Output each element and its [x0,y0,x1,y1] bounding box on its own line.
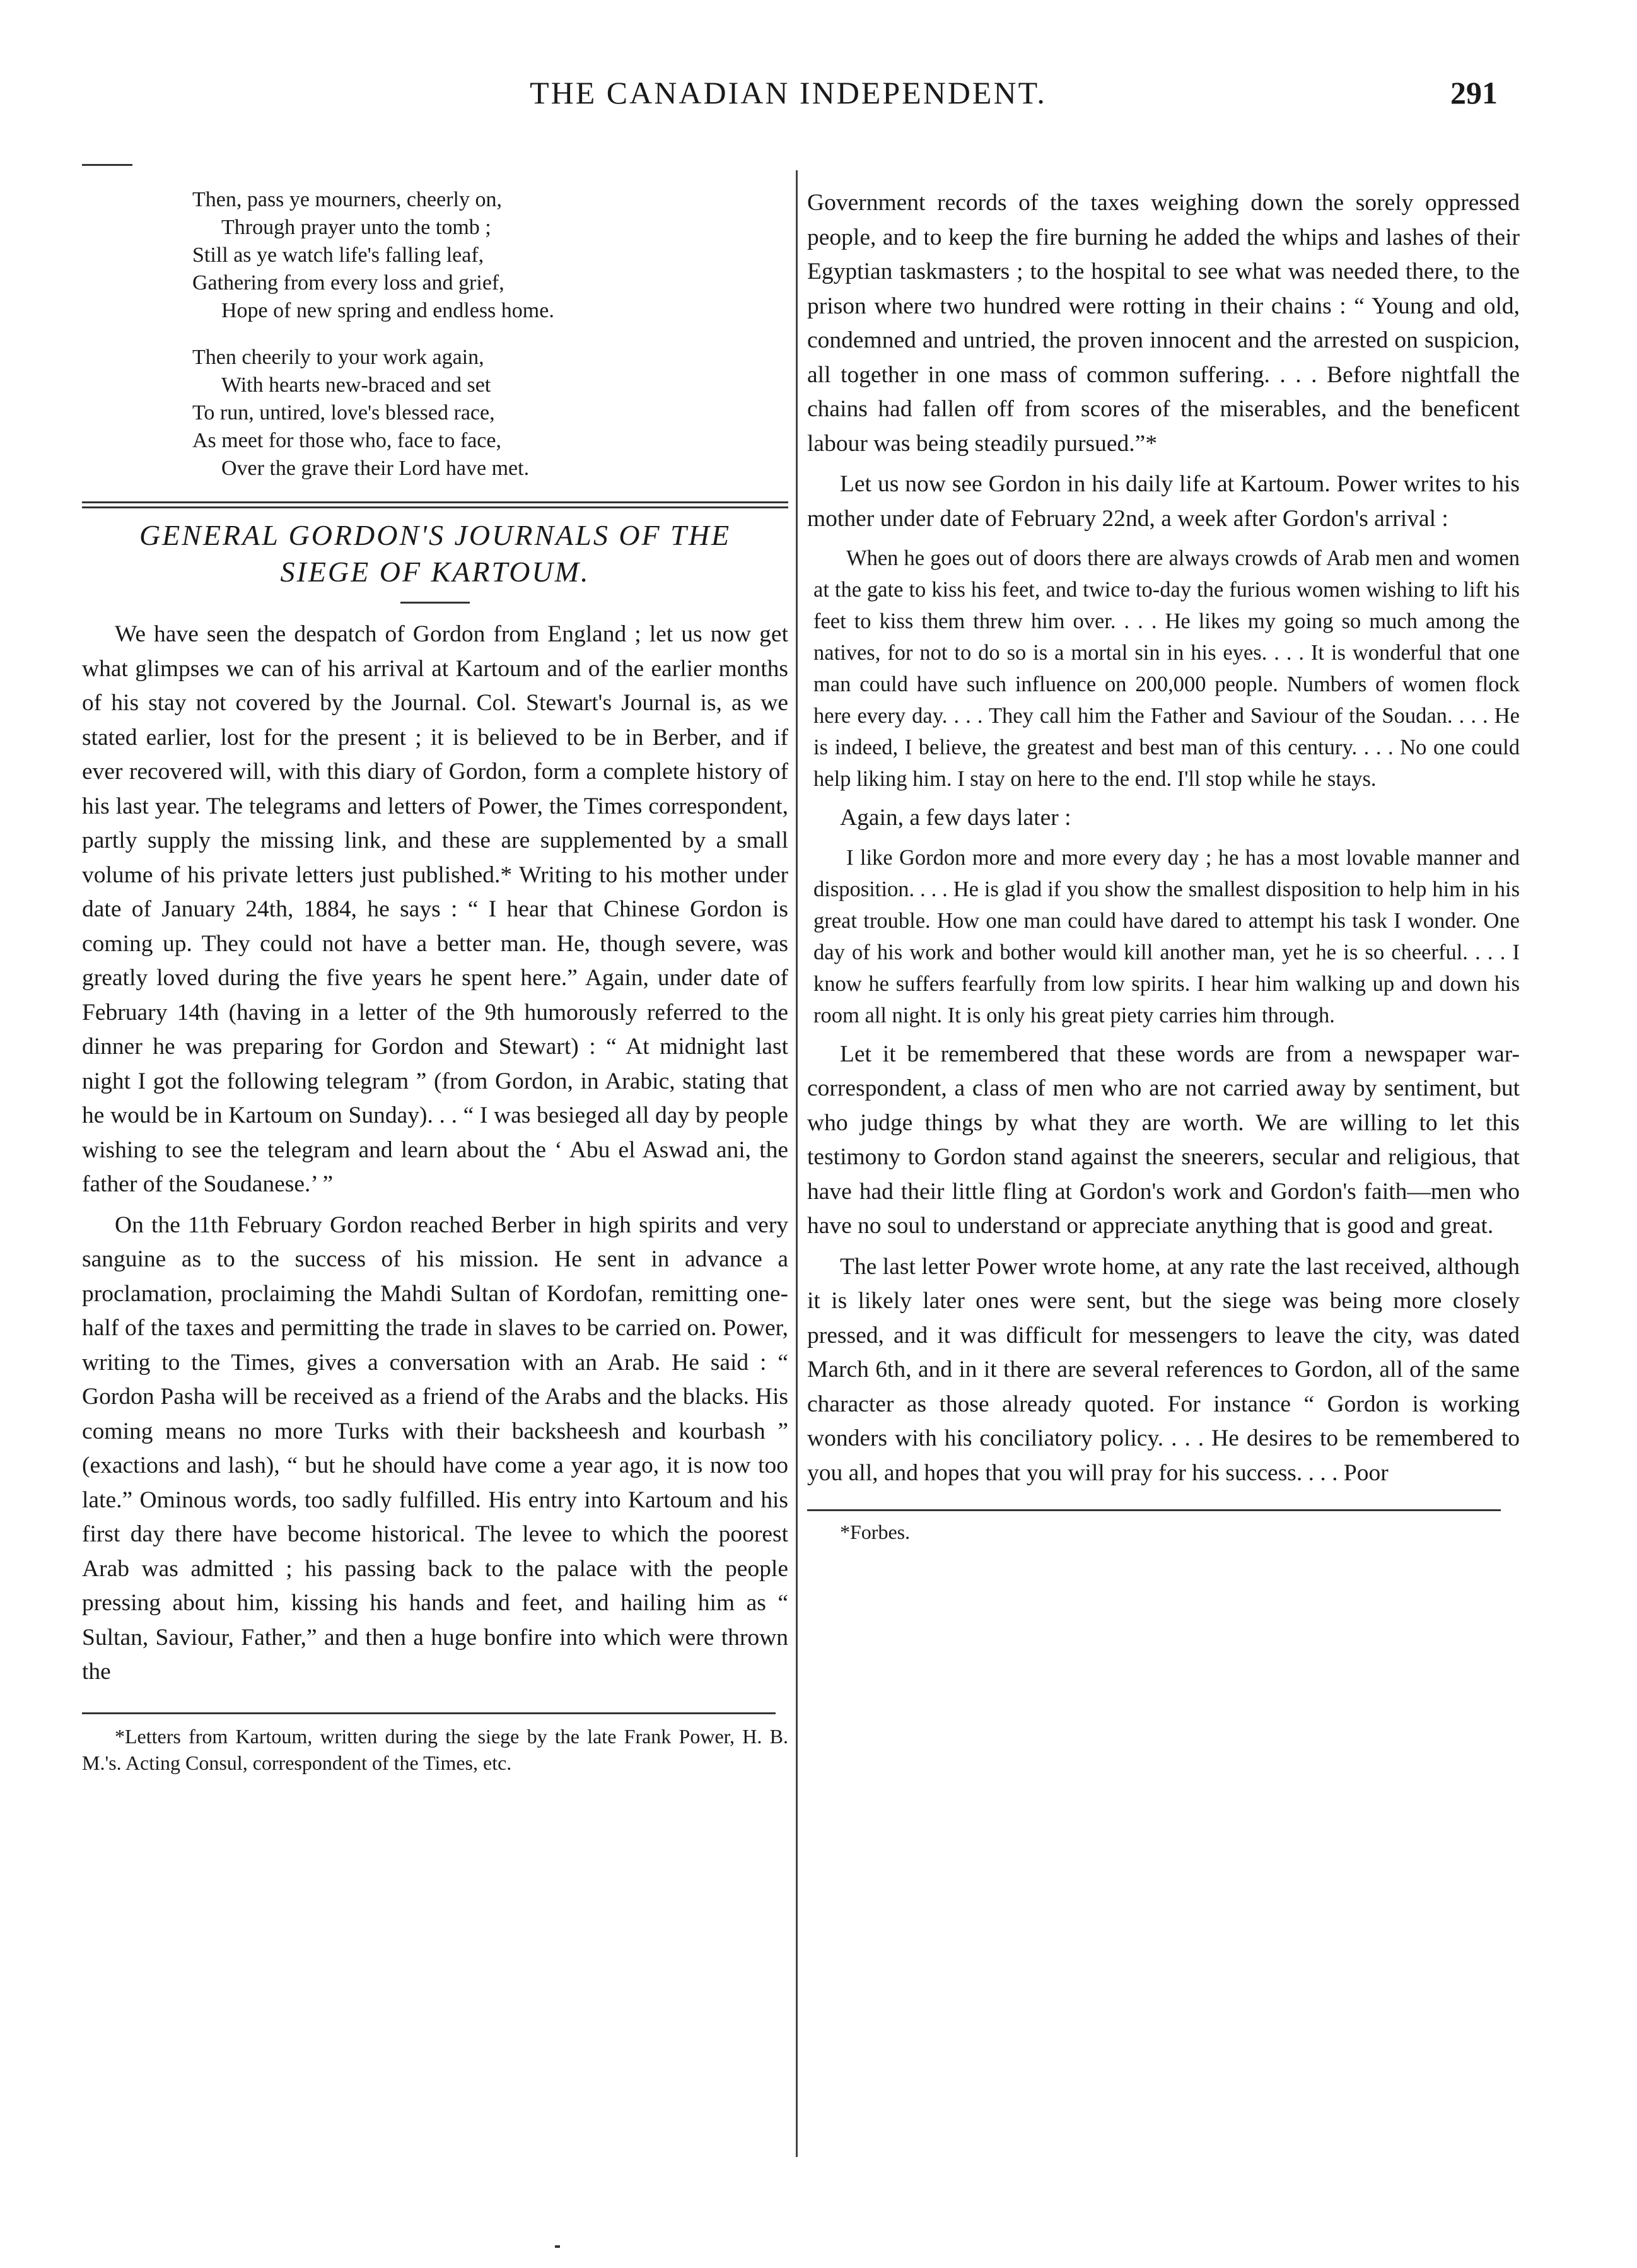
poem-line: Over the grave their Lord have met. [221,457,530,480]
quotation: I like Gordon more and more every day ; he has a most lovable manner and disposition. . . . He is glad if you show the smallest disposition to help him in his great trouble. How one man could have dared to attempt his task I wonder. One day of his work and bother would kill another man, yet he is so cheerful. . . . I know he suffers fearfully from low spirits. I hear him walking up and down his room all night. It is only his great piety carries him through. [813,845,1520,1027]
title-rule [400,602,470,604]
page-header [0,74,1637,131]
poem-line: Then cheerily to your work again, [192,346,484,369]
print-mark [555,2245,560,2248]
quotation: When he goes out of doors there are always crowds of Arab men and women at the gate to kiss his feet, and twice to-day the furious women wishing to lift his feet to kiss them threw him over. . . . He likes my going so much among the natives, for not to do so is a mortal sin in his eyes. . . . It is wonderful that one man could have such influence on 200,000 people. Numbers of women flock here every day. . . . They call him the Father and Saviour of the Soudan. . . . He is indeed, I believe, the greatest and best man of this century. . . . No one could help liking him. I stay on here to the end. I'll stop while he stays. [813,546,1520,791]
dash-mark [82,164,132,166]
poem-line: Through prayer unto the tomb ; [221,216,491,239]
poem-line: With hearts new-braced and set [221,373,491,397]
poem-line: Gathering from every loss and grief, [192,271,504,295]
paragraph: The last letter Power wrote home, at any rate the last received, although it is likely later ones were sent, but the siege was being more closely pressed, and it was difficult for messengers to leave the city, was dated March 6th, and in it there are several references to Gordon, all of the same character as those already quoted. For instance “ Gordon is working wonders with his conciliatory policy. . . . He desires to be remembered to you all, and hopes that you will pray for his success. . . . Poor [807,1253,1520,1486]
paragraph: Let us now see Gordon in his daily life at Kartoum. Power writes to his mother under date of February 22nd, a week after Gordon's arrival : [807,471,1520,532]
poem-line: Still as ye watch life's falling leaf, [192,243,484,267]
article-title [82,517,788,590]
right-column [807,186,1520,1545]
left-column [82,186,788,1776]
section-rule [82,501,788,508]
footnote-rule [82,1712,776,1714]
page-number: 291 [1450,75,1498,110]
paragraph: Let it be remembered that these words are from a newspaper war-correspondent, a class of men who are not carried away by sentiment, but who judge things by what they are worth. We are willing to let this testimony to Gordon stand against the sneerers, secular and religious, that have had their little fling at Gordon's work and Gordon's faith—men who have no soul to understand or appreciate anything that is good and great. [807,1041,1520,1239]
poem-line: To run, untired, love's blessed race, [192,401,495,424]
poem-line: As meet for those who, face to face, [192,429,501,452]
column-rule [796,170,798,2157]
poem-line: Then, pass ye mourners, cheerly on, [192,188,502,211]
footnote-rule [807,1509,1501,1511]
running-head: THE CANADIAN INDEPENDENT. [530,75,1047,110]
footnote: *Forbes. [840,1521,911,1543]
paragraph: On the 11th February Gordon reached Berber in high spirits and very sanguine as to the success of his mission. He sent in advance a proclamation, proclaiming the Mahdi Sultan of Kordofan, remitting one-half of the taxes and permitting the trade in slaves to be carried on. Power, writing to the Times, gives a conversation with an Arab. He said : “ Gordon Pasha will be received as a friend of the Arabs and the blacks. His coming means no more Turks with their backsheesh and kourbash ” (exactions and lash), “ but he should have come a year ago, it is now too late.” Ominous words, too sadly fulfilled. His entry into Kartoum and his first day there have become historical. The levee to which the poorest Arab was admitted ; his passing back to the palace with the people pressing about him, kissing his hands and feet, and hailing him as “ Sultan, Saviour, Father,” and then a huge bonfire into which were thrown the [82,1212,788,1685]
article-title-line-1: GENERAL GORDON'S JOURNALS OF THE [139,519,731,551]
paragraph: We have seen the despatch of Gordon from England ; let us now get what glimpses we can of his arrival at Kartoum and of the earlier months of his stay not covered by the Journal. Col. Stewart's Journal is, as we stated earlier, lost for the present ; it is believed to be in Berber, and if ever recovered will, with this diary of Gordon, form a complete history of his last year. The telegrams and letters of Power, the Times correspondent, partly supply the missing link, and these are supplemented by a small volume of his private letters just published.* Writing to his mother under date of January 24th, 1884, he says : “ I hear that Chinese Gordon is coming up. They could not have a better man. He, though severe, was greatly loved during the five years he spent here.” Again, under date of February 14th (having in a letter of the 9th humorously referred to the dinner he was preparing for Gordon and Stewart) : “ At midnight last night I got the following telegram ” (from Gordon, in Arabic, stating that he would be in Kartoum on Sunday). . . “ I was besieged all day by people wishing to see the telegram and learn about the ‘ Abu el Aswad ani, the father of the Soudanese.’ ” [82,621,788,1197]
poem-stanza-1 [192,186,788,325]
article-title-line-2: SIEGE OF KARTOUM. [280,556,590,588]
footnote: *Letters from Kartoum, written during the siege by the late Frank Power, H. B. M.'s. Acting Consul, correspondent of the Times, etc. [82,1724,788,1774]
poem-stanza-2 [192,344,788,482]
paragraph: Again, a few days later : [840,805,1071,831]
paragraph: Government records of the taxes weighing down the sorely oppressed people, and to keep the fire burning he added the whips and lashes of their Egyptian taskmasters ; to the hospital to see what was needed there, to the prison where two hundred were rotting in their chains : “ Young and old, condemned and untried, the proven innocent and the arrested on suspicion, all together in one mass of common suffering. . . . Before nightfall the chains had fallen off from scores of the miserables, and the beneficent labour was being steadily pursued.”* [807,190,1520,457]
poem-line: Hope of new spring and endless home. [221,299,554,322]
